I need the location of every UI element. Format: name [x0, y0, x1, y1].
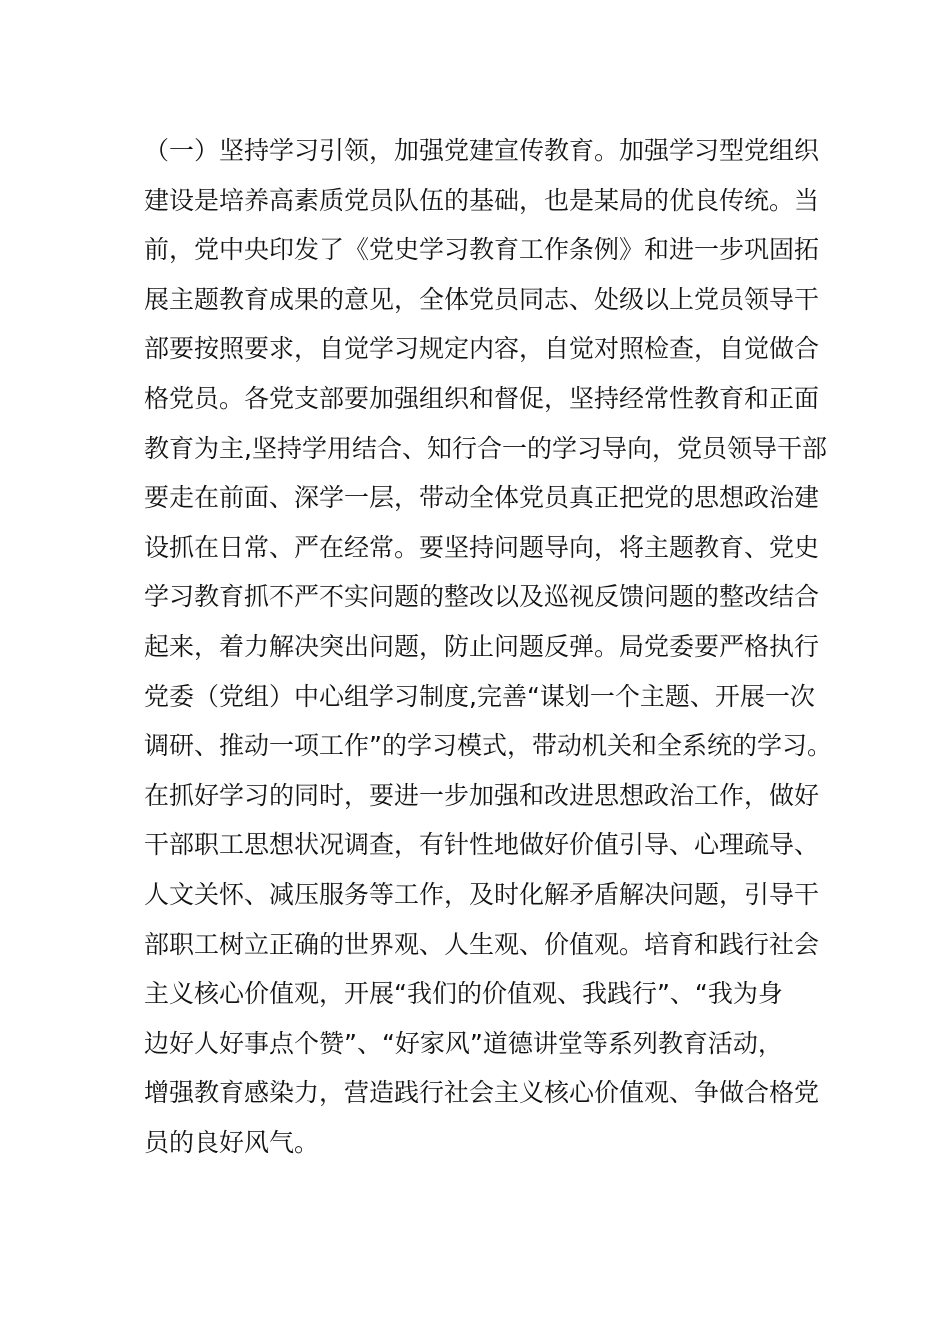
paragraph-line-18: 主义核心价值观，开展“我们的价值观、我践行”、“我为身 — [144, 979, 783, 1009]
paragraph-line-17: 部职工树立正确的世界观、人生观、价值观。培育和践行社会 — [144, 929, 820, 959]
body-paragraph — [144, 126, 832, 1167]
paragraph-line-3: 前，党中央印发了《党史学习教育工作条例》和进一步巩固拓 — [144, 235, 820, 265]
paragraph-line-16: 人文关怀、减压服务等工作，及时化解矛盾解决问题，引导干 — [144, 879, 820, 909]
paragraph-line-15: 干部职工思想状况调查，有针性地做好价值引导、心理疏导、 — [144, 830, 820, 860]
paragraph-line-11: 起来，着力解决突出问题，防止问题反弹。局党委要严格执行 — [144, 631, 820, 661]
paragraph-line-9: 设抓在日常、严在经常。要坚持问题导向，将主题教育、党史 — [144, 532, 820, 562]
paragraph-line-6: 格党员。各党支部要加强组织和督促，坚持经常性教育和正面 — [144, 383, 820, 413]
paragraph-line-4: 展主题教育成果的意见，全体党员同志、处级以上党员领导干 — [144, 284, 820, 314]
paragraph-line-8: 要走在前面、深学一层，带动全体党员真正把党的思想政治建 — [144, 483, 820, 513]
paragraph-line-12: 党委（党组）中心组学习制度,完善“谋划一个主题、开展一次 — [144, 681, 815, 711]
paragraph-line-7: 教育为主,坚持学用结合、知行合一的学习导向，党员领导干部 — [144, 433, 827, 463]
paragraph-line-14: 在抓好学习的同时，要进一步加强和改进思想政治工作，做好 — [144, 780, 820, 810]
paragraph-line-10: 学习教育抓不严不实问题的整改以及巡视反馈问题的整改结合 — [144, 582, 820, 612]
paragraph-line-13: 调研、推动一项工作”的学习模式，带动机关和全系统的学习。 — [144, 731, 832, 761]
paragraph-line-2: 建设是培养高素质党员队伍的基础，也是某局的优良传统。当 — [144, 185, 820, 215]
paragraph-line-5: 部要按照要求，自觉学习规定内容，自觉对照检查，自觉做合 — [144, 334, 820, 364]
paragraph-line-20: 增强教育感染力，营造践行社会主义核心价值观、争做合格党 — [144, 1078, 820, 1108]
paragraph-line-19: 边好人好事点个赞”、“好家风”道德讲堂等系列教育活动， — [144, 1028, 783, 1058]
paragraph-line-21: 员的良好风气。 — [144, 1127, 320, 1157]
paragraph-line-1: （一）坚持学习引领，加强党建宣传教育。加强学习型党组织 — [144, 136, 820, 165]
